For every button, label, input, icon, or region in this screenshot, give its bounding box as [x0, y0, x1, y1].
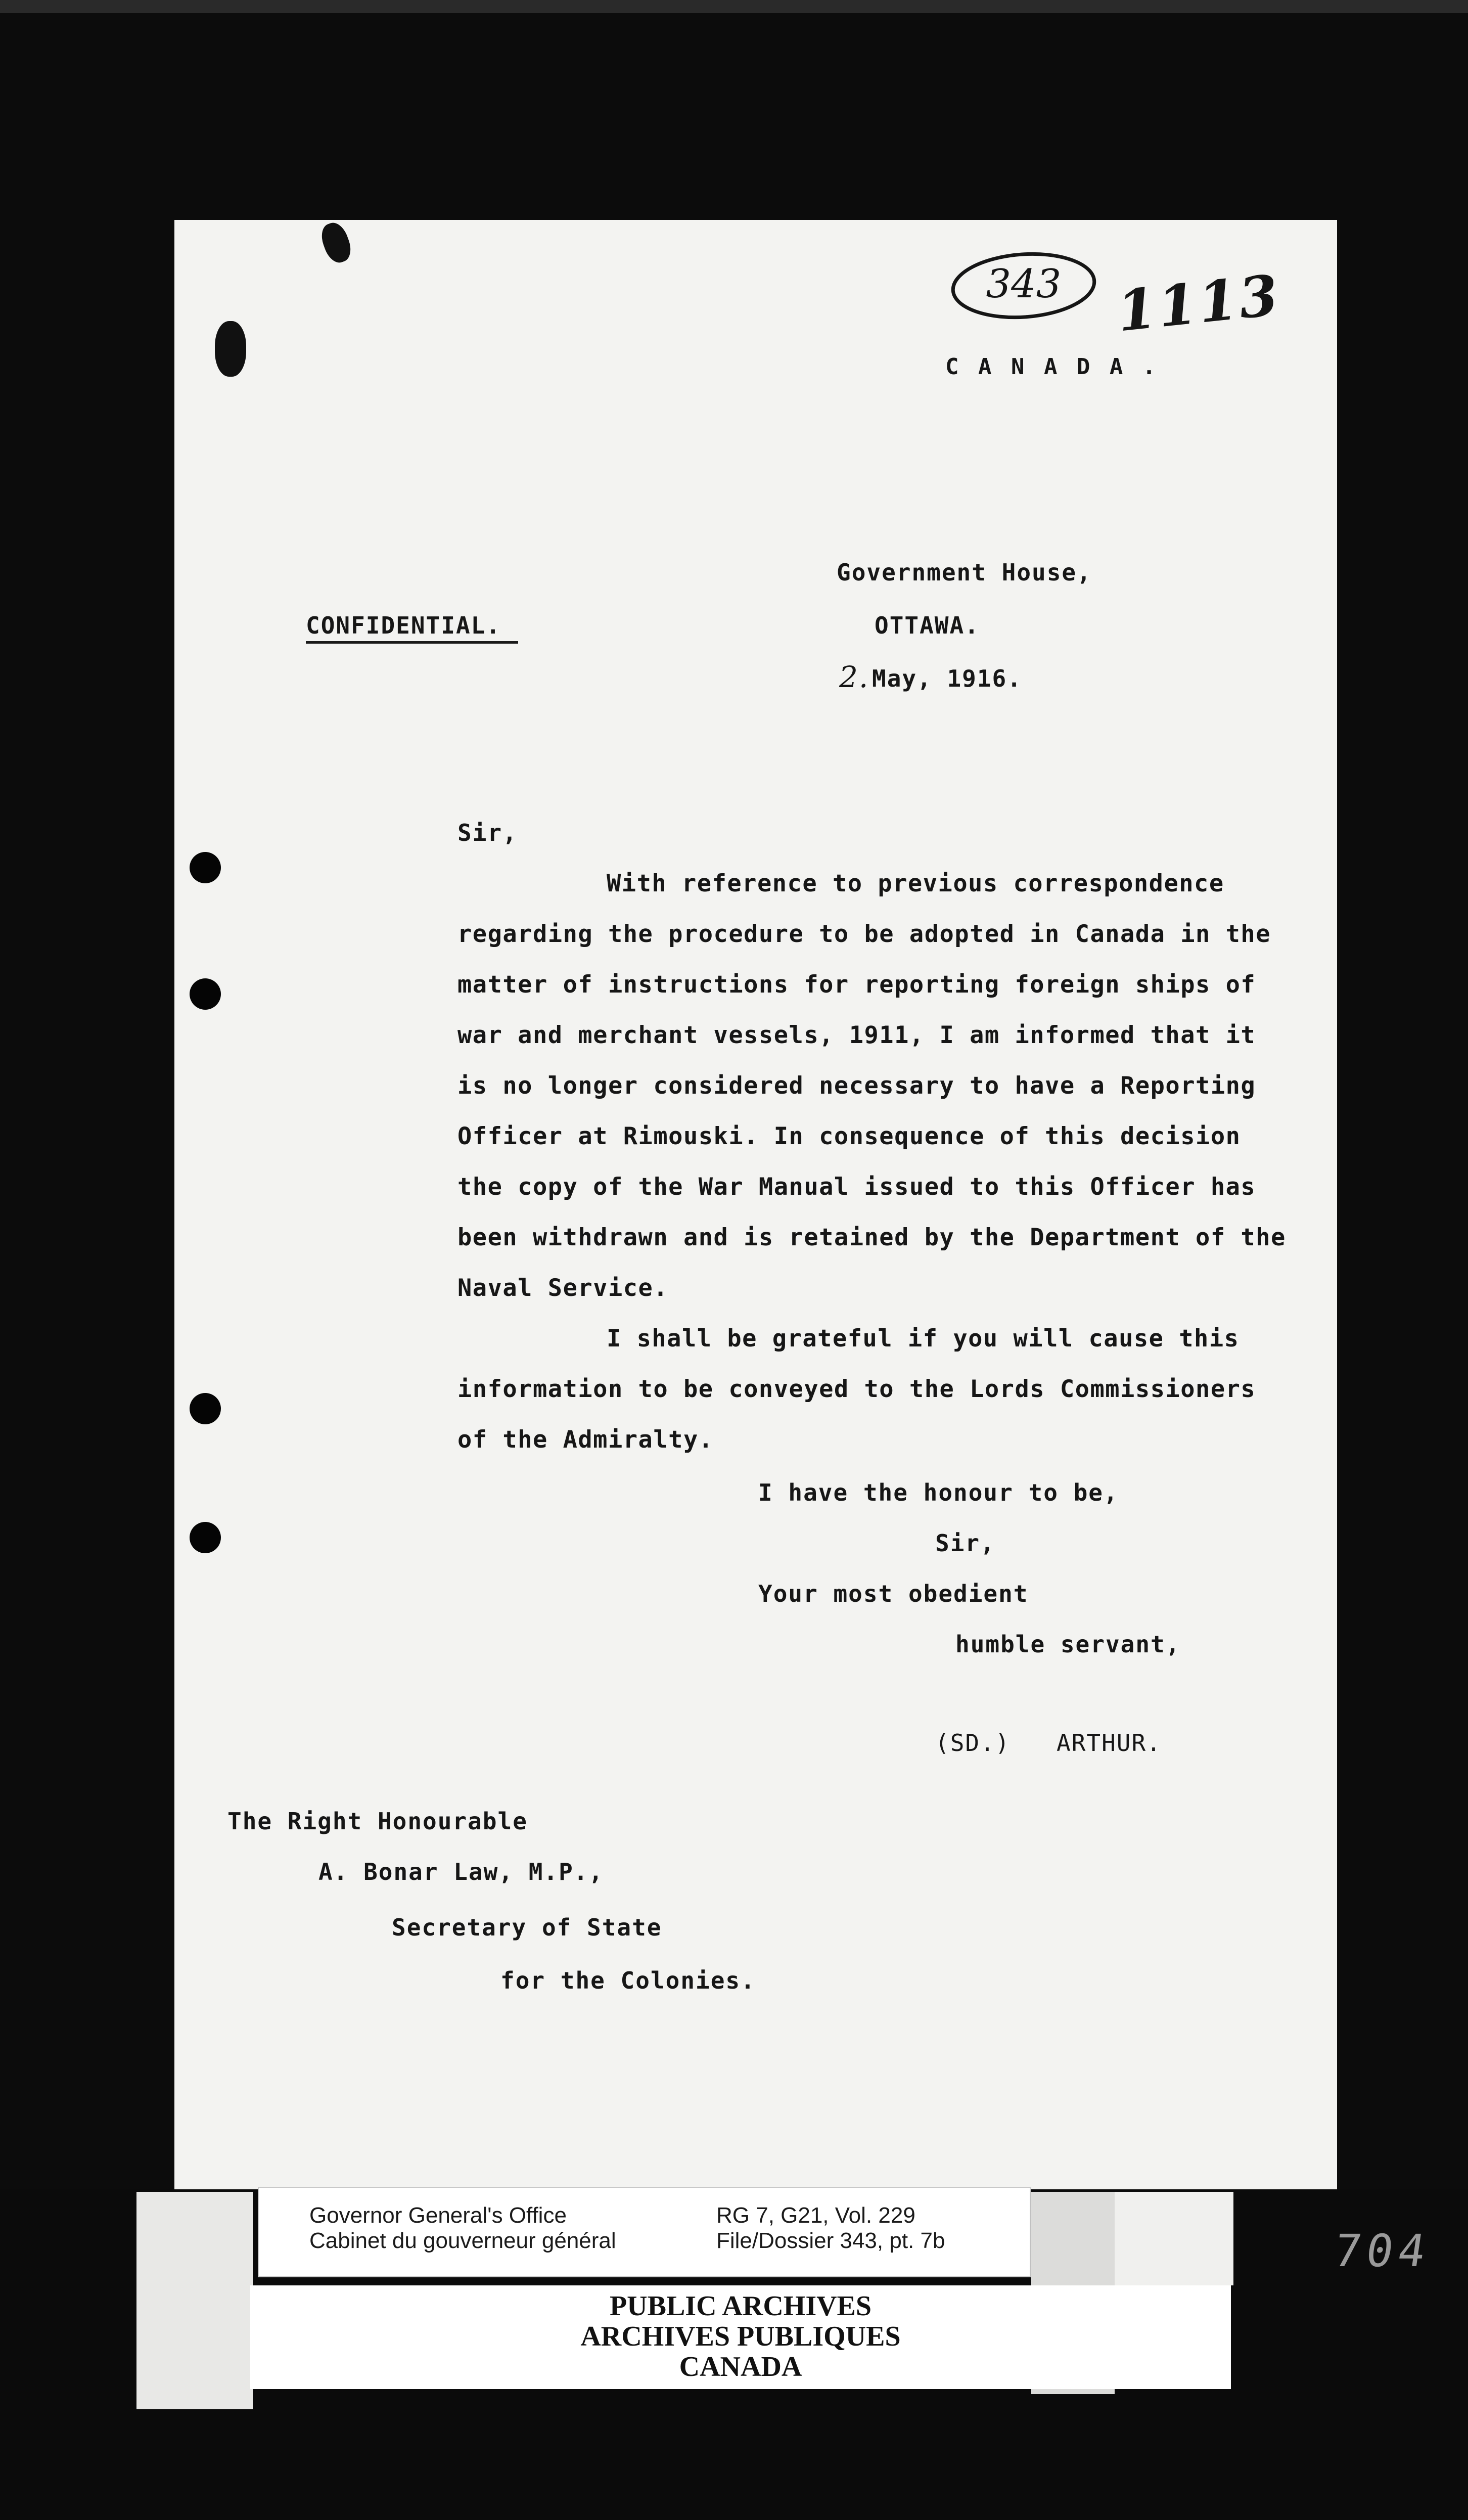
address-line-2: OTTAWA. — [875, 612, 980, 639]
country-heading: C A N A D A . — [945, 354, 1159, 380]
record-group: RG 7, G21, Vol. 229 — [716, 2203, 915, 2228]
addressee-line: Secretary of State — [392, 1914, 662, 1941]
closing-line: Sir, — [935, 1529, 995, 1557]
punch-hole — [190, 978, 221, 1010]
addressee-line: for the Colonies. — [500, 1967, 756, 1994]
archives-line: ARCHIVES PUBLIQUES — [580, 2321, 901, 2352]
signature-mark: (SD.) — [935, 1729, 1011, 1757]
body-line: of the Admiralty. — [457, 1426, 714, 1454]
body-line: been withdrawn and is retained by the Department of the — [457, 1224, 1286, 1251]
body-line: Officer at Rimouski. In consequence of this decision — [457, 1122, 1241, 1150]
film-tab — [136, 2192, 253, 2409]
office-en: Governor General's Office — [309, 2203, 567, 2228]
file-number-stamp — [948, 248, 1099, 324]
film-tab — [1115, 2192, 1233, 2285]
letter-page — [174, 220, 1337, 2189]
date: May, 1916. — [872, 665, 1022, 692]
body-line: matter of instructions for reporting foreign ships of — [457, 971, 1256, 999]
archive-reference-label — [258, 2187, 1031, 2277]
docket-number: 1113 — [1114, 262, 1283, 344]
office-fr: Cabinet du gouverneur général — [309, 2228, 616, 2253]
body-line: Naval Service. — [457, 1274, 669, 1302]
signature-name: ARTHUR. — [1057, 1729, 1162, 1757]
archives-line: PUBLIC ARCHIVES — [609, 2290, 872, 2322]
address-line-1: Government House, — [837, 559, 1092, 586]
punch-hole — [190, 1393, 221, 1424]
body-line: With reference to previous correspondence — [607, 870, 1224, 897]
classification: CONFIDENTIAL. — [306, 612, 501, 639]
file-reference: File/Dossier 343, pt. 7b — [716, 2228, 945, 2253]
film-edge — [0, 0, 1468, 13]
salutation: Sir, — [457, 819, 518, 846]
file-number-text: 343 — [986, 261, 1062, 307]
archives-stamp — [250, 2285, 1231, 2389]
date-day: 2. — [839, 660, 869, 694]
punch-hole — [190, 1522, 221, 1553]
addressee-line: The Right Honourable — [227, 1808, 528, 1835]
body-line: is no longer considered necessary to have a Reporting — [457, 1072, 1256, 1100]
archives-line: CANADA — [679, 2351, 802, 2382]
frame-number: 704 — [1331, 2225, 1434, 2277]
body-line: regarding the procedure to be adopted in Canada in the — [457, 920, 1271, 948]
body-line: I shall be grateful if you will cause this — [607, 1325, 1240, 1353]
body-line: the copy of the War Manual issued to this Officer has — [457, 1173, 1256, 1201]
classification-underline — [306, 641, 518, 644]
closing-line: humble servant, — [955, 1631, 1181, 1658]
addressee-line: A. Bonar Law, M.P., — [318, 1858, 604, 1885]
punch-hole — [190, 852, 221, 883]
body-line: information to be conveyed to the Lords Commissioners — [457, 1375, 1256, 1403]
body-line: war and merchant vessels, 1911, I am informed that it — [457, 1021, 1256, 1049]
ink-blot — [215, 321, 246, 377]
closing-line: Your most obedient — [758, 1580, 1029, 1607]
closing-line: I have the honour to be, — [758, 1479, 1119, 1506]
